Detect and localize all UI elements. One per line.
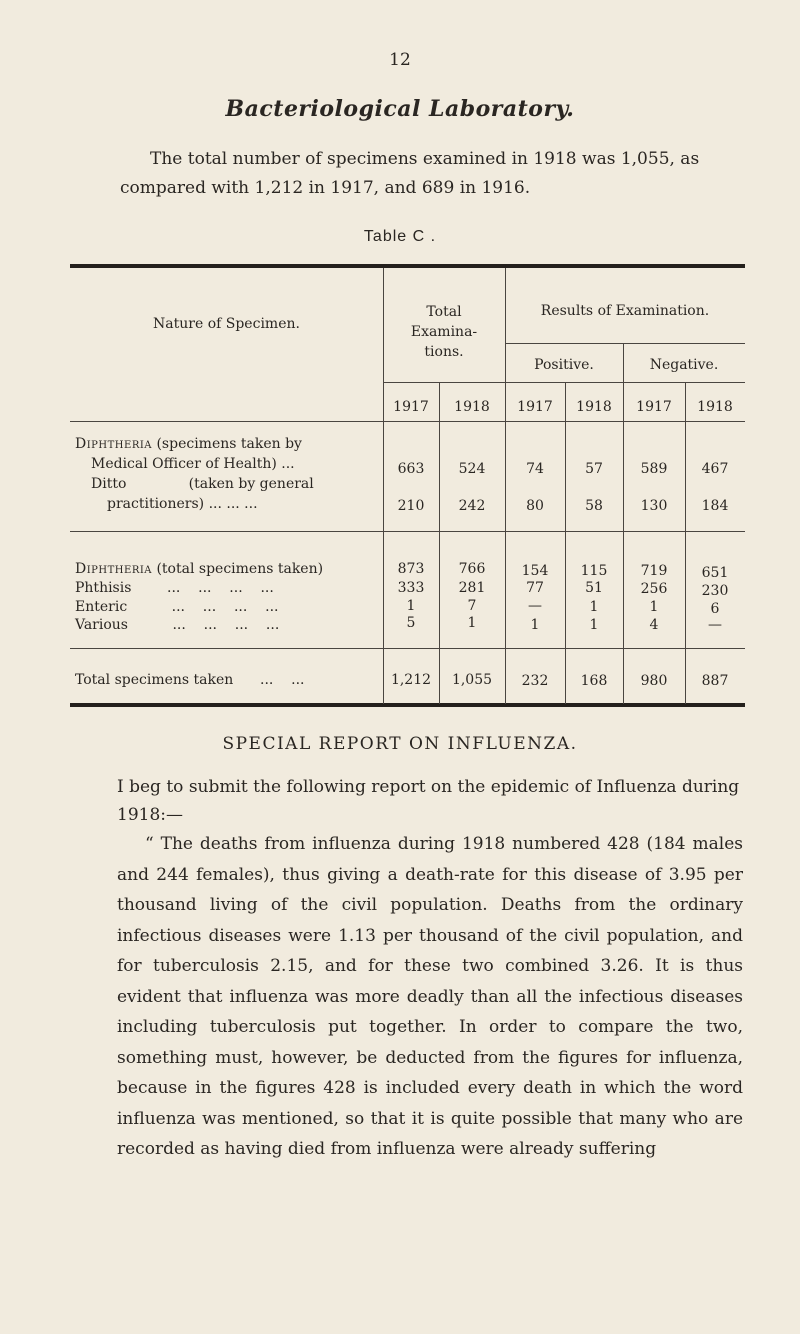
row-label-rest: (total specimens taken) bbox=[152, 561, 324, 577]
table-cell: 115 bbox=[580, 563, 608, 579]
table-cell: 4 bbox=[649, 617, 659, 633]
header-total-3: tions. bbox=[424, 344, 464, 360]
table-cell: 57 bbox=[585, 461, 603, 477]
table-cell: 210 bbox=[397, 498, 425, 514]
table-cell: 168 bbox=[580, 673, 608, 689]
row-label: Ditto (taken by general bbox=[91, 476, 314, 492]
table-cell: 1 bbox=[467, 615, 477, 631]
report-title: SPECIAL REPORT ON INFLUENZA. bbox=[222, 734, 578, 754]
table-top-rule bbox=[70, 264, 745, 268]
row-label-line2: practitioners) ... ... ... bbox=[107, 496, 258, 512]
results-subrule bbox=[505, 343, 745, 344]
table-cell: 1 bbox=[589, 599, 599, 615]
table-cell: 873 bbox=[397, 561, 425, 577]
table-bottom-rule bbox=[70, 703, 745, 707]
row-label bbox=[75, 561, 323, 577]
row-label-line2: Medical Officer of Health) ... bbox=[91, 456, 295, 472]
col-rule-2 bbox=[439, 383, 440, 704]
year-total-1917: 1917 bbox=[393, 399, 429, 415]
table-cell: 80 bbox=[526, 498, 544, 514]
intro-text: The total number of specimens examined in 1918 was 1,055, as compared with 1,212 in 1917, and 689 in 1916. bbox=[120, 149, 700, 198]
table-cell: 663 bbox=[397, 461, 425, 477]
year-negative-1917: 1917 bbox=[636, 399, 672, 415]
row-label: Phthisis ... ... ... ... bbox=[75, 580, 274, 596]
table-cell: 766 bbox=[458, 561, 486, 577]
col-rule-5 bbox=[623, 344, 624, 704]
header-negative: Negative. bbox=[649, 357, 719, 373]
row-label-sc: Diphtheria bbox=[75, 561, 153, 577]
table-cell: 651 bbox=[701, 565, 729, 581]
table-cell: — bbox=[528, 598, 542, 614]
table-cell: 232 bbox=[521, 673, 549, 689]
table-cell: 58 bbox=[585, 498, 603, 514]
table-cell: 230 bbox=[701, 583, 729, 599]
mid-rule-1 bbox=[70, 531, 745, 532]
table-cell: 184 bbox=[701, 498, 729, 514]
year-positive-1918: 1918 bbox=[576, 399, 612, 415]
report-paragraph-2: “ The deaths from influenza during 1918 numbered 428 (184 males and 244 females), thus giving a death-rate for this disease of 3.95 per thousand living of the civil population. Deaths from the ordinary infectious diseases were 1.13 per thousand of the civil population, and for tuberculosis 2.15, and for these two combined 3.26. It is thus evident that influenza was more deadly than all the infectious diseases including tuberculosis put together. In order to compare the two, something must, however, be deducted from the figures for influenza, because in the figures 428 is included every death in which the word influenza was mentioned, so that it is quite possible that many who are recorded as having died from influenza were already suffering bbox=[117, 834, 743, 1159]
row-label-sc: Diphtheria bbox=[75, 436, 153, 452]
table-cell: 154 bbox=[521, 563, 549, 579]
table-caption: Table C . bbox=[363, 228, 437, 245]
row-label: Various ... ... ... ... bbox=[75, 617, 280, 633]
col-rule-3 bbox=[505, 268, 506, 704]
header-total-1: Total bbox=[426, 304, 462, 320]
table-cell: 333 bbox=[397, 580, 425, 596]
col-rule-4 bbox=[565, 383, 566, 704]
table-cell: — bbox=[708, 617, 722, 633]
table-cell: 887 bbox=[701, 673, 729, 689]
table-cell: 242 bbox=[458, 498, 486, 514]
header-nature: Nature of Specimen. bbox=[153, 316, 300, 332]
year-negative-1918: 1918 bbox=[697, 399, 733, 415]
table-cell: 719 bbox=[640, 563, 668, 579]
table-cell: 7 bbox=[467, 598, 477, 614]
table-cell: 5 bbox=[406, 615, 416, 631]
section-heading: Bacteriological Laboratory. bbox=[225, 96, 575, 122]
years-rule-top bbox=[383, 382, 745, 383]
table-cell: 281 bbox=[458, 580, 486, 596]
row-label-rest: (specimens taken by bbox=[152, 436, 302, 452]
page-number: 12 bbox=[389, 50, 411, 70]
table-cell: 1 bbox=[649, 599, 659, 615]
header-positive: Positive. bbox=[534, 357, 594, 373]
table-cell: 51 bbox=[585, 580, 603, 596]
table-cell: 1,055 bbox=[451, 672, 493, 688]
table-cell: 1 bbox=[530, 617, 540, 633]
table-cell: 1 bbox=[406, 598, 416, 614]
table-cell: 589 bbox=[640, 461, 668, 477]
year-positive-1917: 1917 bbox=[517, 399, 553, 415]
year-total-1918: 1918 bbox=[454, 399, 490, 415]
table-cell: 1 bbox=[589, 617, 599, 633]
table-cell: 980 bbox=[640, 673, 668, 689]
table-cell: 524 bbox=[458, 461, 486, 477]
header-total-2: Examina- bbox=[410, 324, 478, 340]
table-cell: 467 bbox=[701, 461, 729, 477]
header-results: Results of Examination. bbox=[540, 303, 710, 319]
row-label bbox=[75, 436, 302, 452]
mid-rule-2 bbox=[70, 648, 745, 649]
header-bottom-rule bbox=[70, 421, 745, 422]
total-row-label: Total specimens taken ... ... bbox=[75, 672, 305, 688]
col-rule-6 bbox=[685, 383, 686, 704]
table-cell: 1,212 bbox=[390, 672, 432, 688]
table-cell: 6 bbox=[710, 601, 720, 617]
table-cell: 74 bbox=[526, 461, 544, 477]
row-label: Enteric ... ... ... ... bbox=[75, 599, 279, 615]
table-cell: 77 bbox=[526, 580, 544, 596]
table-cell: 130 bbox=[640, 498, 668, 514]
table-cell: 256 bbox=[640, 581, 668, 597]
report-paragraph-1: I beg to submit the following report on the epidemic of Influenza during 1918:— bbox=[117, 777, 740, 825]
